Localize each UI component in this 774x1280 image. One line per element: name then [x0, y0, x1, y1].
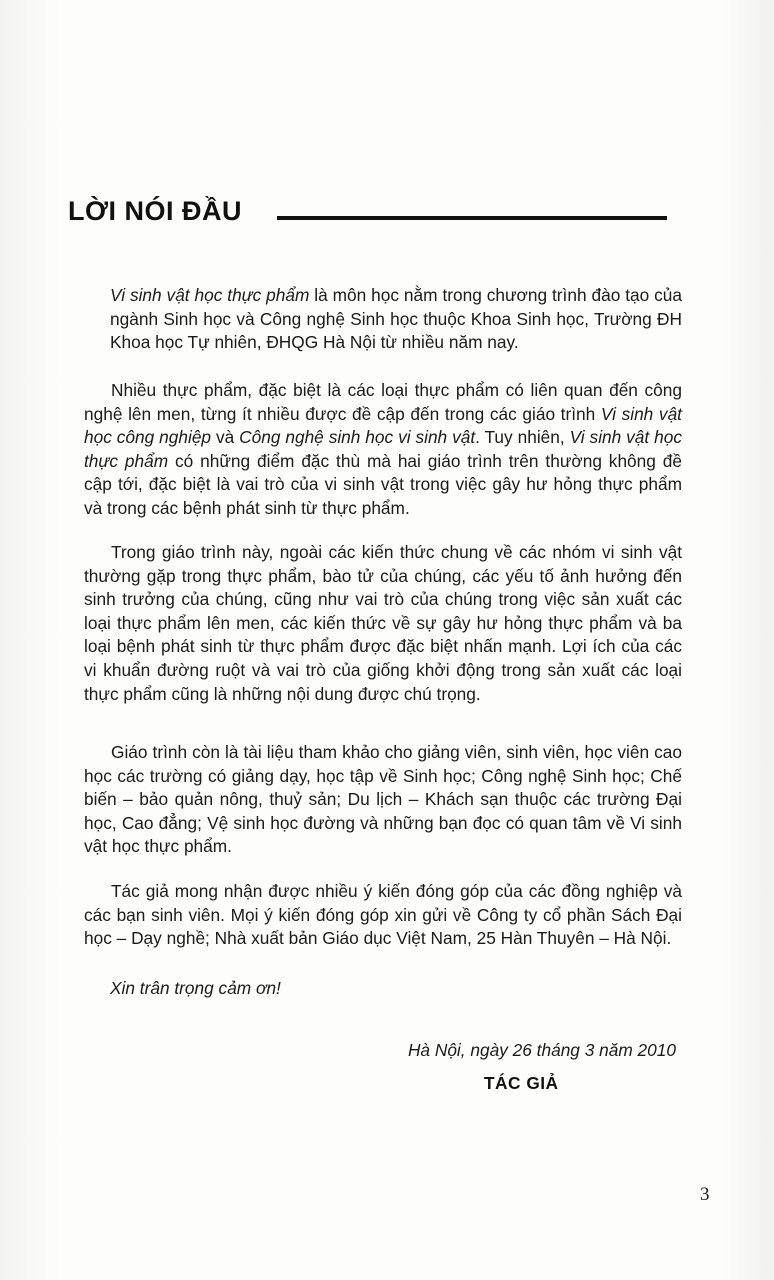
italic-text: Công nghệ sinh học vi sinh vật	[239, 427, 476, 448]
author-signature: TÁC GIẢ	[484, 1073, 559, 1093]
paragraph-text: Giáo trình còn là tài liệu tham khảo cho giảng viên, sinh viên, học viên cao học các trường có giảng dạy, học tập về Sinh học; Công nghệ Sinh học; Chế biến – bảo quản nông, thuỷ sản; Du lịch – Khách sạn thuộc các trường Đại học, Cao đẳng; Vệ sinh học đường và những bạn đọc có quan tâm về Vi sinh vật học thực phẩm.	[84, 742, 682, 857]
page-heading: LỜI NÓI ĐẦU	[68, 196, 243, 226]
page-number: 3	[700, 1184, 710, 1205]
italic-text: Vi sinh vật học thực phẩm	[84, 427, 682, 471]
heading-rule	[277, 216, 667, 220]
date-line: Hà Nội, ngày 26 tháng 3 năm 2010	[407, 1040, 676, 1060]
paragraph	[84, 741, 682, 859]
italic-text: Vi sinh vật học công nghiệp	[84, 403, 682, 448]
paragraph-text: . Tuy nhiên,	[475, 427, 570, 448]
heading-row	[68, 196, 668, 236]
paragraph	[84, 541, 682, 706]
paragraph-text: và	[211, 427, 240, 448]
paragraph-text: là môn học nằm trong chương trình đào tạo của ngành Sinh học và Công nghệ Sinh học thuộc Khoa Sinh học, Trường ĐH Khoa học Tự nhiên, ĐHQG Hà Nội từ nhiều năm nay.	[110, 285, 682, 353]
paragraph	[84, 880, 682, 951]
paragraph-text: Trong giáo trình này, ngoài các kiến thức chung về các nhóm vi sinh vật thường gặp trong thực phẩm, bào tử của chúng, các yếu tố ảnh hưởng đến sinh trưởng của chúng, cũng như vai trò của chúng trong việc sản xuất các loại thực phẩm lên men, các kiến thức về sự gây hư hỏng thực phẩm và ba loại bệnh phát sinh từ thực phẩm được đặc biệt nhấn mạnh. Lợi ích của các vi khuẩn đường ruột và vai trò của giống khởi động trong sản xuất các loại thực phẩm cũng là những nội dung được chú trọng.	[84, 542, 682, 704]
paragraph-text: Tác giả mong nhận được nhiều ý kiến đóng góp của các đồng nghiệp và các bạn sinh viên. Mọi ý kiến đóng góp xin gửi về Công ty cổ phần Sách Đại học – Dạy nghề; Nhà xuất bản Giáo dục Việt Nam, 25 Hàn Thuyên – Hà Nội.	[84, 881, 682, 949]
paragraph	[84, 379, 682, 521]
paragraph-text: có những điểm đặc thù mà hai giáo trình trên thường không đề cập tới, đặc biệt là vai trò của vi sinh vật trong việc gây hư hỏng thực phẩm và trong các bệnh phát sinh từ thực phẩm.	[84, 450, 682, 518]
paragraph-text: Nhiều thực phẩm, đặc biệt là các loại thực phẩm có liên quan đến công nghệ lên men, từng ít nhiều được đề cập đến trong các giáo trình	[84, 380, 682, 424]
italic-text: Vi sinh vật học thực phẩm	[110, 285, 310, 305]
closing-line: Xin trân trọng cảm ơn!	[110, 978, 281, 998]
paragraph	[110, 284, 682, 355]
